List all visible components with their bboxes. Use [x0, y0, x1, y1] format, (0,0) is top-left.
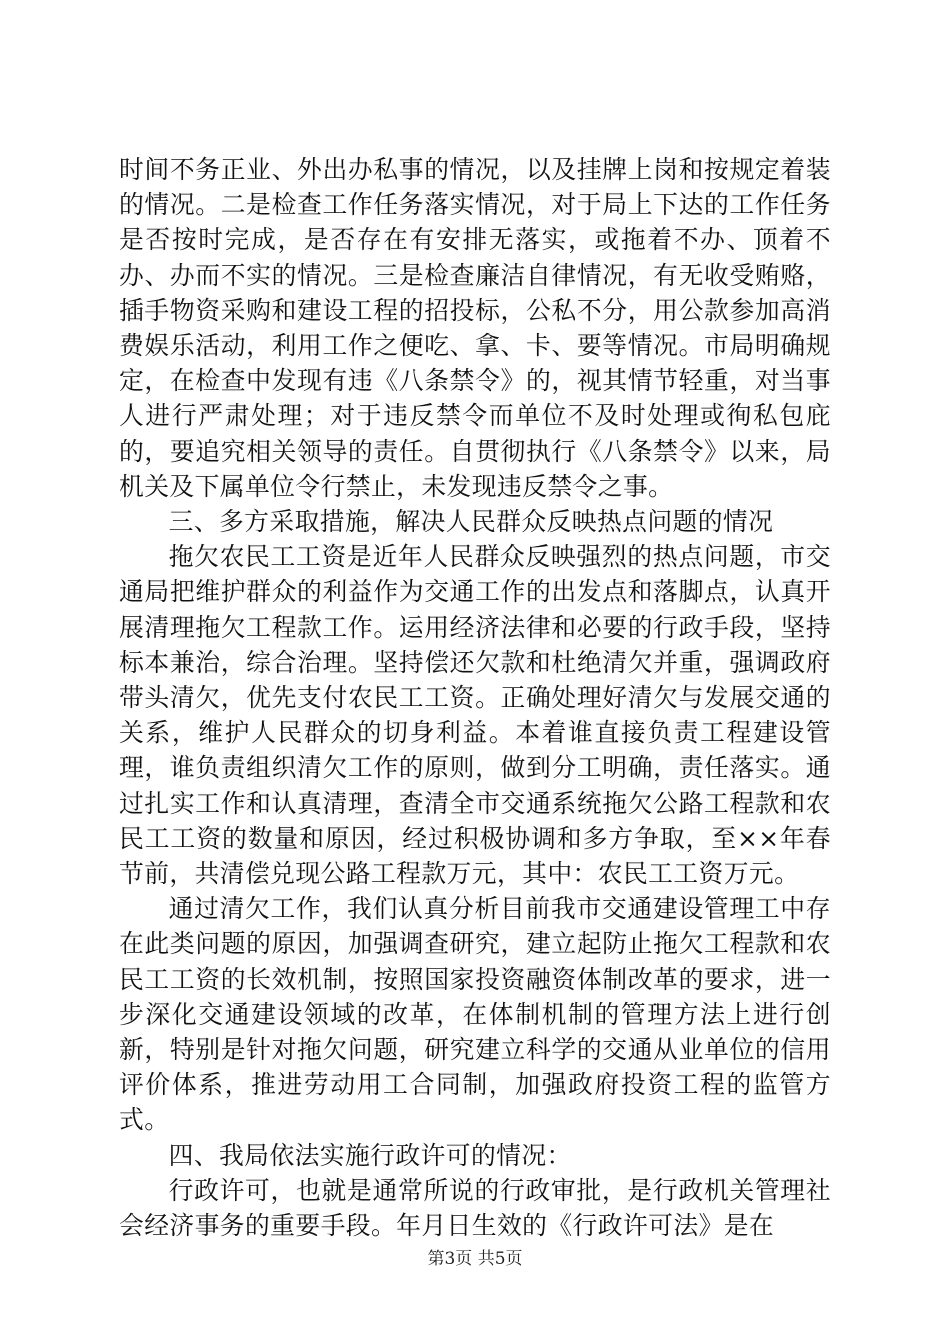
- section-heading-4: 四、我局依法实施行政许可的情况：: [168, 1140, 572, 1170]
- paragraph: 行政许可，也就是通常所说的行政审批，是行政机关管理社会经济事务的重要手段。年月日生效的《行政许可法》是在: [119, 1175, 831, 1241]
- document-body: [119, 152, 831, 1243]
- paragraph-continued: 时间不务正业、外出办私事的情况，以及挂牌上岗和按规定着装的情况。二是检查工作任务落实情况，对于局上下达的工作任务是否按时完成，是否存在有安排无落实，或拖着不办、顶着不办、办而不实的情况。三是检查廉洁自律情况，有无收受贿赂，插手物资采购和建设工程的招投标，公私不分，用公款参加高消费娱乐活动，利用工作之便吃、拿、卡、要等情况。市局明确规定，在检查中发现有违《八条禁令》的，视其情节轻重，对当事人进行严肃处理；对于违反禁令而单位不及时处理或徇私包庇的，要追究相关领导的责任。自贯彻执行《八条禁令》以来，局机关及下属单位令行禁止，未发现违反禁令之事。: [119, 155, 831, 501]
- page-number-footer: 第3页 共5页: [427, 1249, 523, 1269]
- paragraph: 拖欠农民工工资是近年人民群众反映强烈的热点问题，市交通局把维护群众的利益作为交通工作的出发点和落脚点，认真开展清理拖欠工程款工作。运用经济法律和必要的行政手段，坚持标本兼治，综合治理。坚持偿还欠款和杜绝清欠并重，强调政府带头清欠，优先支付农民工工资。正确处理好清欠与发展交通的关系，维护人民群众的切身利益。本着谁直接负责工程建设管理，谁负责组织清欠工作的原则，做到分工明确，责任落实。通过扎实工作和认真清理，查清全市交通系统拖欠公路工程款和农民工工资的数量和原因，经过积极协调和多方争取，至××年春节前，共清偿兑现公路工程款万元，其中：农民工工资万元。: [119, 542, 831, 889]
- paragraph: 通过清欠工作，我们认真分析目前我市交通建设管理工中存在此类问题的原因，加强调查研究，建立起防止拖欠工程款和农民工工资的长效机制，按照国家投资融资体制改革的要求，进一步深化交通建设领域的改革，在体制机制的管理方法上进行创新，特别是针对拖欠问题，研究建立科学的交通从业单位的信用评价体系，推进劳动用工合同制，加强政府投资工程的监管方式。: [119, 894, 831, 1135]
- section-heading-3: 三、多方采取措施，解决人民群众反映热点问题的情况: [168, 507, 774, 537]
